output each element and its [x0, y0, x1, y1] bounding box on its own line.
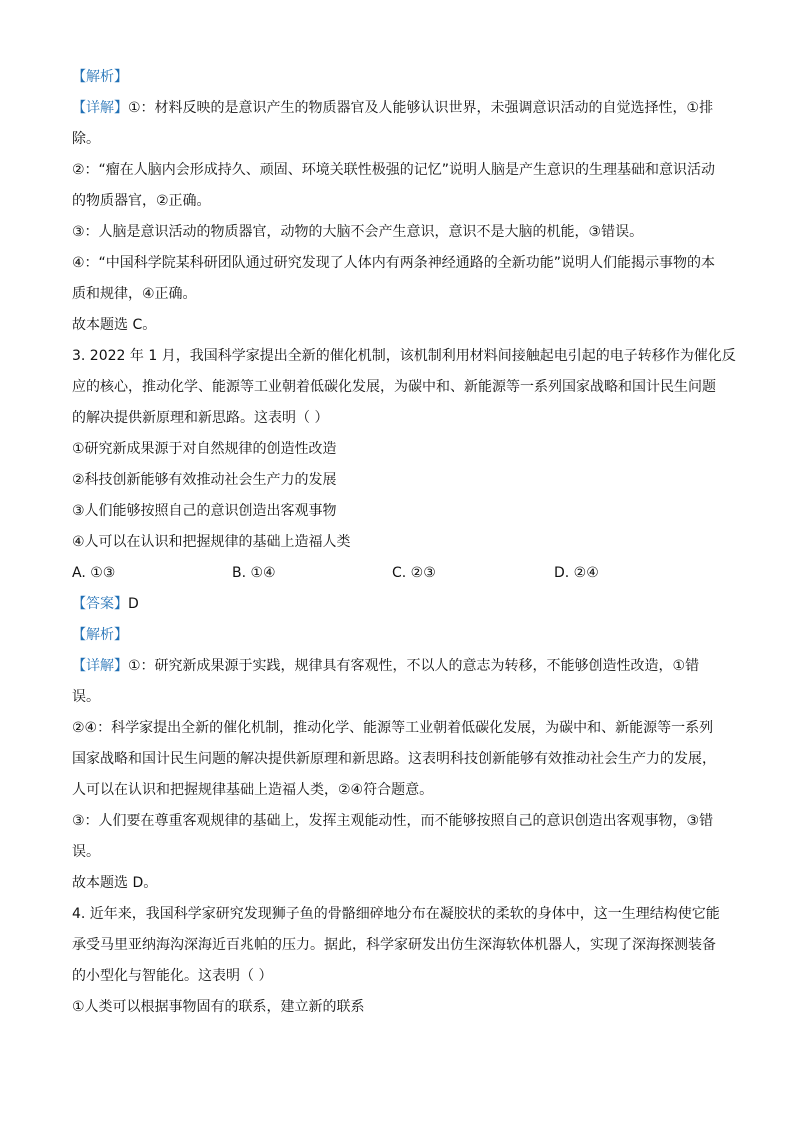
- conclusion-text: 故本题选 C。: [72, 317, 157, 333]
- question-item: ④人可以在认识和把握规律的基础上造福人类: [72, 534, 351, 550]
- detail-tag: 【详解】: [72, 100, 128, 116]
- question-stem: 应的核心，推动化学、能源等工业朝着低碳化发展，为碳中和、新能源等一系列国家战略和国计民生问题: [72, 379, 716, 395]
- answer-options: [72, 558, 724, 589]
- option-d: D. ②④: [554, 565, 599, 581]
- detail-text: ④：“中国科学院某科研团队通过研究发现了人体内有两条神经通路的全新功能”说明人们能揭示事物的本: [72, 255, 716, 271]
- detail-tag: 【详解】: [72, 658, 128, 674]
- question-stem: 4. 近年来，我国科学家研究发现狮子鱼的骨骼细碎地分布在凝胶状的柔软的身体中，这一生理结构使它能: [72, 906, 720, 922]
- question-stem: 承受马里亚纳海沟深海近百兆帕的压力。据此，科学家研发出仿生深海软体机器人，实现了深海探测装备: [72, 937, 716, 953]
- question-item: ①研究新成果源于对自然规律的创造性改造: [72, 441, 337, 457]
- answer-value: D: [128, 596, 139, 612]
- detail-text: 除。: [72, 131, 100, 147]
- detail-text: 质和规律，④正确。: [72, 286, 197, 302]
- detail-text: 人可以在认识和把握规律基础上造福人类，②④符合题意。: [72, 782, 434, 798]
- detail-text: ③：人们要在尊重客观规律的基础上，发挥主观能动性，而不能够按照自己的意识创造出客观事物，③错: [72, 813, 714, 829]
- question-stem: 3. 2022 年 1 月，我国科学家提出全新的催化机制，该机制利用材料间接触起电引起的电子转移作为催化反: [72, 348, 736, 364]
- question-item: ③人们能够按照自己的意识创造出客观事物: [72, 503, 337, 519]
- question-item: ②科技创新能够有效推动社会生产力的发展: [72, 472, 337, 488]
- detail-text: 误。: [72, 689, 100, 705]
- detail-text: ③：人脑是意识活动的物质器官，动物的大脑不会产生意识，意识不是大脑的机能，③错误。: [72, 224, 644, 240]
- question-stem: 的解决提供新原理和新思路。这表明（ ）: [72, 410, 329, 426]
- detail-text: ②：“瘤在人脑内会形成持久、顽固、环境关联性极强的记忆”说明人脑是产生意识的生理基础和意识活动: [72, 162, 716, 178]
- option-a: A. ①③: [72, 565, 116, 581]
- document-page: [72, 62, 736, 1023]
- option-b: B. ①④: [232, 565, 276, 581]
- answer-line: [72, 589, 724, 620]
- detail-text: 国家战略和国计民生问题的解决提供新原理和新思路。这表明科技创新能够有效推动社会生产力的发展，: [72, 751, 716, 767]
- question-stem: 的小型化与智能化。这表明（ ）: [72, 968, 273, 984]
- detail-text: ①：研究新成果源于实践，规律具有客观性，不以人的意志为转移，不能够创造性改造，①错: [128, 658, 700, 674]
- detail-text: ②④：科学家提出全新的催化机制，推动化学、能源等工业朝着低碳化发展，为碳中和、新能源等一系列: [72, 720, 714, 736]
- answer-tag: 【答案】: [72, 596, 128, 612]
- detail-text: 误。: [72, 844, 100, 860]
- detail-line: [72, 651, 724, 682]
- detail-text: ①：材料反映的是意识产生的物质器官及人能够认识世界，未强调意识活动的自觉选择性，①排: [128, 100, 714, 116]
- analysis-heading: 【解析】: [72, 69, 128, 85]
- question-item: ①人类可以根据事物固有的联系，建立新的联系: [72, 999, 365, 1015]
- detail-line: [72, 93, 724, 124]
- detail-text: 的物质器官，②正确。: [72, 193, 211, 209]
- analysis-heading: 【解析】: [72, 627, 128, 643]
- option-c: C. ②③: [392, 565, 436, 581]
- conclusion-text: 故本题选 D。: [72, 875, 158, 891]
